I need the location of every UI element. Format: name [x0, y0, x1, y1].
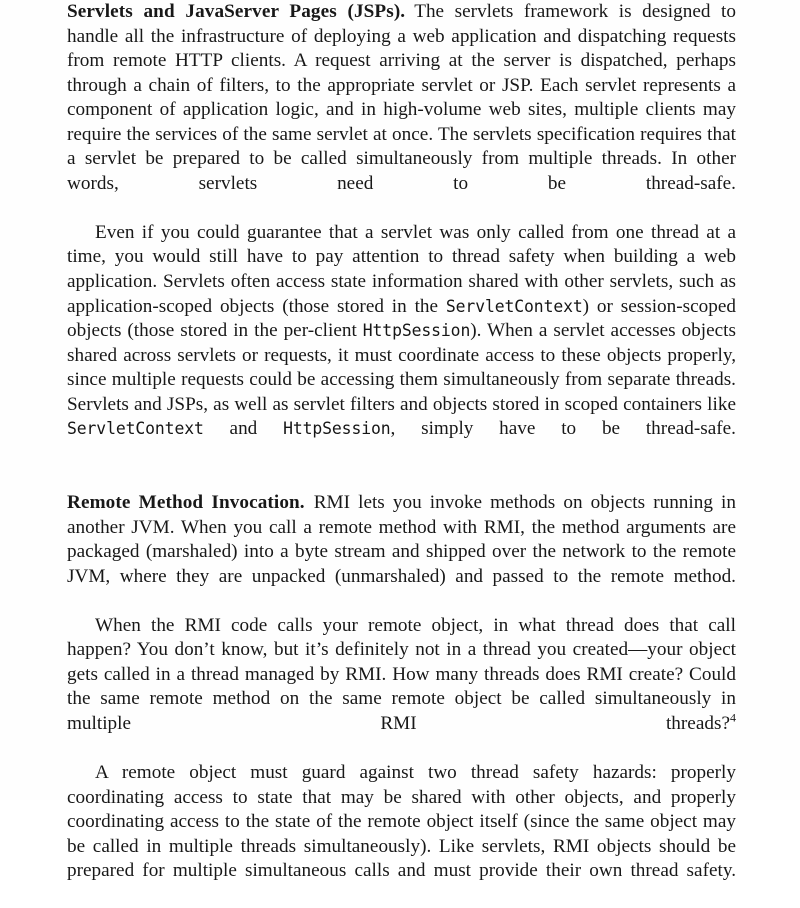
- body-text-run: ) or session-scoped objects (those stored in the per-client: [67, 295, 736, 342]
- runin-heading-gap: [405, 0, 414, 25]
- body-text-run: The servlets framework is designed to handle all the infrastructure of deploying a web application and dispatching requests from remote HTTP clients. A request arriving at the server is dispatched, perhaps through a chain of filters, to the appropriate servlet or JSP. Each servlet represents a component of application logic, and in high-volume web sites, multiple clients may require the services of the same servlet at once. The servlets specification requires that a servlet be prepared to be called simultaneously from multiple threads. In other words, servlets need to be thread-safe.: [67, 1, 736, 194]
- code-span: HttpSession: [283, 419, 391, 439]
- body-text-run: , simply have to be thread-safe.: [390, 418, 736, 440]
- section-paragraph-with-heading: [67, 0, 736, 221]
- body-text-run: ). When a servlet accesses objects shared across servlets or requests, it must coordinate access to these objects properly, since multiple requests could be accessing them simultaneously from separate threads. Servlets and JSPs, as well as servlet filters and objects stored in scoped containers like: [67, 320, 736, 415]
- section-paragraph-with-heading: [67, 491, 736, 614]
- code-span: ServletContext: [67, 419, 204, 439]
- runin-heading: Remote Method Invocation.: [67, 491, 305, 513]
- body-text-run: A remote object must guard against two thread safety hazards: properly coordinating access to state that may be shared with other objects, and properly coordinating access to the state of the remote object itself (since the same object may be called in multiple threads simultaneously). Like servlets, RMI objects should be prepared for multiple simultaneous calls and must provide their own thread safety.: [67, 762, 736, 882]
- body-text-run: Even if you could guarantee that a servlet was only called from one thread at a time, you would still have to pay attention to thread safety when building a web application. Servlets often access state information shared with other servlets, such as application-scoped objects (those stored in the: [67, 221, 736, 317]
- text-column: [67, 0, 736, 908]
- body-text-run: and: [203, 418, 284, 440]
- body-paragraph: [67, 614, 736, 761]
- runin-heading: Servlets and JavaServer Pages (JSPs).: [67, 1, 406, 22]
- body-paragraph: [67, 761, 736, 908]
- footnote-marker: 4: [729, 710, 736, 725]
- code-span: HttpSession: [362, 321, 471, 341]
- code-span: ServletContext: [445, 296, 583, 316]
- body-paragraph: [67, 221, 736, 466]
- body-text-run: RMI lets you invoke methods on objects running in another JVM. When you call a remote method with RMI, the method arguments are packaged (marshaled) into a byte stream and shipped over the network to the remote JVM, where they are unpacked (unmarshaled) and passed to the remote method.: [67, 491, 737, 587]
- body-text-run: When the RMI code calls your remote object, in what thread does that call happen? You don’t know, but it’s definitely not in a thread you created—your object gets called in a thread managed by RMI. How many threads does RMI create? Could the same remote method on the same remote object be called simultaneously in multiple RMI threads?: [67, 614, 736, 734]
- runin-heading-gap: [305, 491, 314, 516]
